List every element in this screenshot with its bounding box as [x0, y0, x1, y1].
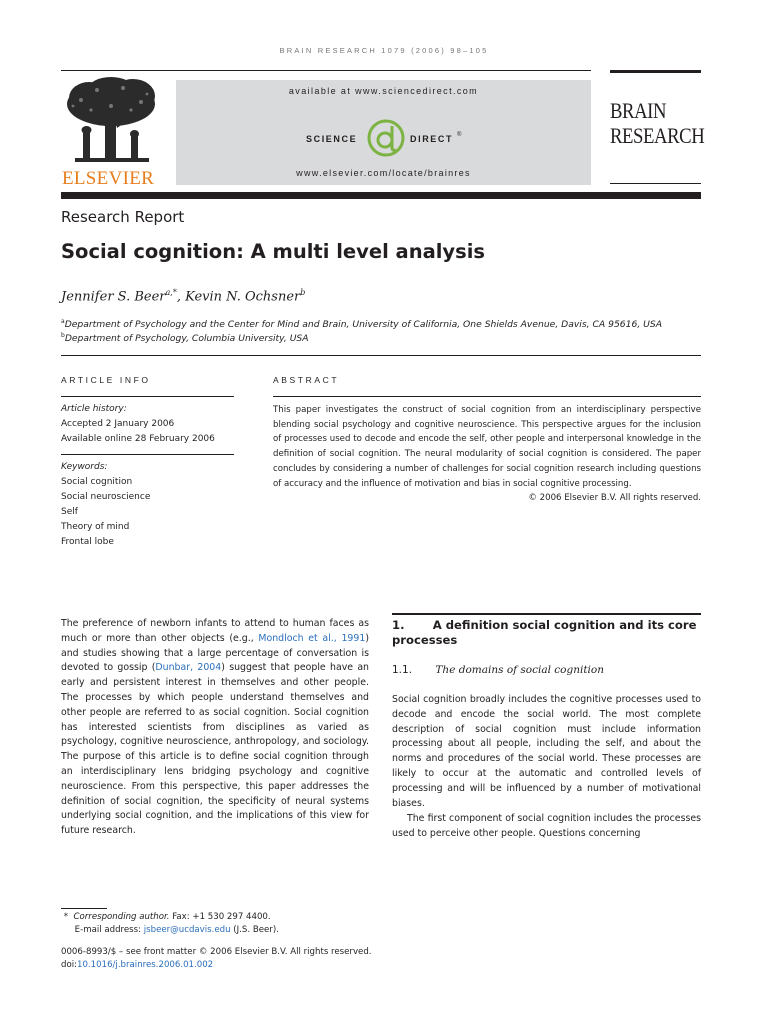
accepted-date: Accepted 2 January 2006	[61, 419, 175, 429]
section-1-title: A definition social cognition and its core processes	[392, 618, 697, 647]
subsection-title: The domains of social cognition	[435, 664, 605, 676]
author-2-sup: b	[300, 288, 306, 297]
history-label: Article history:	[61, 404, 127, 414]
keywords-label: Keywords:	[61, 462, 108, 472]
section-1-paragraph-2: The first component of social cognition includes the processes used to perceive other people. Questions concerning	[392, 813, 701, 839]
section-rule	[392, 613, 701, 615]
affil-b-text: Department of Psychology, Columbia University, USA	[64, 333, 309, 345]
keyword-item: Social cognition	[61, 477, 133, 487]
abstract-rule	[273, 396, 701, 397]
available-at-text[interactable]: available at www.sciencedirect.com	[288, 86, 479, 96]
journal-title	[610, 98, 704, 148]
registered-mark: ®	[457, 132, 464, 138]
author-2[interactable]: Kevin N. Ochsner	[185, 289, 301, 305]
author-1-sup[interactable]: a,*	[165, 288, 177, 297]
intro-paragraph	[61, 617, 369, 839]
abstract-text: This paper investigates the construct of social cognition from an interdisciplinary perspective blending social psychology and cognitive neuroscience. This perspective argues for the inclusion of processes used to decode and encode the self, other people and interpersonal knowledge in the definition of social cognition. The neural modularity of social cognition is considered. The paper concludes by considering a number of challenges for social cognition research including questions of accuracy and the influence of motivation and bias in social cognitive processing.	[273, 405, 701, 489]
keywords-block	[61, 460, 150, 550]
fax-number: Fax: +1 530 297 4400.	[169, 912, 271, 922]
sciencedirect-banner	[176, 80, 591, 185]
citation-mondloch[interactable]: Mondloch et al., 1991	[258, 632, 366, 644]
section-1-heading	[392, 618, 701, 648]
header-rule	[61, 70, 591, 71]
journal-title-line1: BRAIN	[610, 98, 667, 123]
affil-b-sup: b	[61, 332, 65, 339]
author-list: Jennifer S. Beer$^{a,*}$, Kevin N. Ochsner$^b$	[61, 288, 306, 305]
article-history	[61, 402, 215, 447]
corresponding-label: Corresponding author.	[73, 912, 170, 922]
article-info-heading: ARTICLE INFO	[61, 375, 151, 385]
sd-direct-word: DIRECT	[410, 134, 454, 144]
citation-dunbar[interactable]: Dunbar, 2004	[155, 662, 222, 674]
online-date: Available online 28 February 2006	[61, 434, 215, 444]
affiliation-b	[61, 332, 309, 344]
article-info-rule	[61, 396, 234, 397]
abstract-copyright: © 2006 Elsevier B.V. All rights reserved.	[528, 493, 701, 504]
sd-science-word: SCIENCE	[306, 134, 358, 144]
keyword-item: Theory of mind	[61, 522, 130, 532]
keyword-item: Social neuroscience	[61, 492, 151, 502]
subsection-number: 1.1.	[392, 664, 413, 676]
header-separator	[61, 355, 701, 356]
subsection-1-1-heading	[392, 664, 604, 676]
footnote-star: *	[63, 912, 69, 922]
section-1-paragraph-1: Social cognition broadly includes the cognitive processes used to decode and encode the social world. The most complete description of social cognition must include information processing about all people, including the self, and about the norms and procedures of the social world. These processes are likely to occur at the automatic and controlled levels of processing and will be influenced by a number of motivational biases.	[392, 694, 701, 809]
email-link[interactable]: jsbeer@ucdavis.edu	[143, 925, 231, 935]
footnote-rule	[61, 908, 107, 909]
front-matter	[61, 946, 372, 972]
article-title: Social cognition: A multi level analysis	[61, 240, 486, 263]
author-1[interactable]: Jennifer S. Beer	[61, 289, 166, 305]
journal-rule-bottom	[610, 183, 701, 184]
keywords-rule	[61, 454, 234, 455]
elsevier-wordmark: ELSEVIER	[62, 168, 155, 189]
sciencedirect-at-icon	[366, 118, 406, 158]
title-bar-rule	[61, 192, 701, 199]
intro-text-1: The preference of newborn infants to attend to human faces as much or more than other objects (e.g.,	[61, 618, 369, 644]
doi-link[interactable]: 10.1016/j.brainres.2006.01.002	[77, 960, 214, 970]
article-type: Research Report	[61, 208, 185, 226]
abstract-body	[273, 403, 701, 506]
keyword-item: Frontal lobe	[61, 537, 114, 547]
affil-a-text: Department of Psychology and the Center for Mind and Brain, University of California, One Shields Avenue, Davis, CA 95616, USA	[64, 319, 663, 331]
email-owner: (J.S. Beer).	[230, 925, 279, 935]
email-label: E-mail address:	[74, 925, 144, 935]
affil-a-sup: a	[61, 318, 65, 325]
corresponding-footnote	[61, 911, 279, 937]
journal-title-line2: RESEARCH	[610, 123, 705, 148]
keyword-item: Self	[61, 507, 78, 517]
doi-label: doi:	[61, 960, 77, 970]
intro-text-3: ) suggest that people have an early and persistent interest in themselves and other people. The processes by which people understand themselves and other people are referred to as social cognition. Social cognition has interested scientists from disciplines as varied as psychology, cognitive neuroscience, anthropology, and sociology. The purpose of this article is to define social cognition through an interdisciplinary lens bridging psychology and cognitive neuroscience. From this perspective, this paper addresses the definition of social cognition, the specificity of neural systems underlying social cognition, and the implications of this view for future research.	[61, 662, 370, 837]
affiliation-a	[61, 318, 662, 330]
abstract-heading: ABSTRACT	[273, 375, 340, 385]
intro-text-2: ) and studies showing that a large percentage of conversation is devoted to gossip (	[61, 632, 369, 674]
locate-url[interactable]: www.elsevier.com/locate/brainres	[296, 168, 471, 178]
issn-line: 0006-8993/$ – see front matter © 2006 Elsevier B.V. All rights reserved.	[61, 947, 372, 957]
running-head: BRAIN RESEARCH 1079 (2006) 98–105	[279, 46, 489, 55]
section-1-number: 1.	[392, 618, 405, 632]
journal-rule-top	[610, 70, 701, 73]
